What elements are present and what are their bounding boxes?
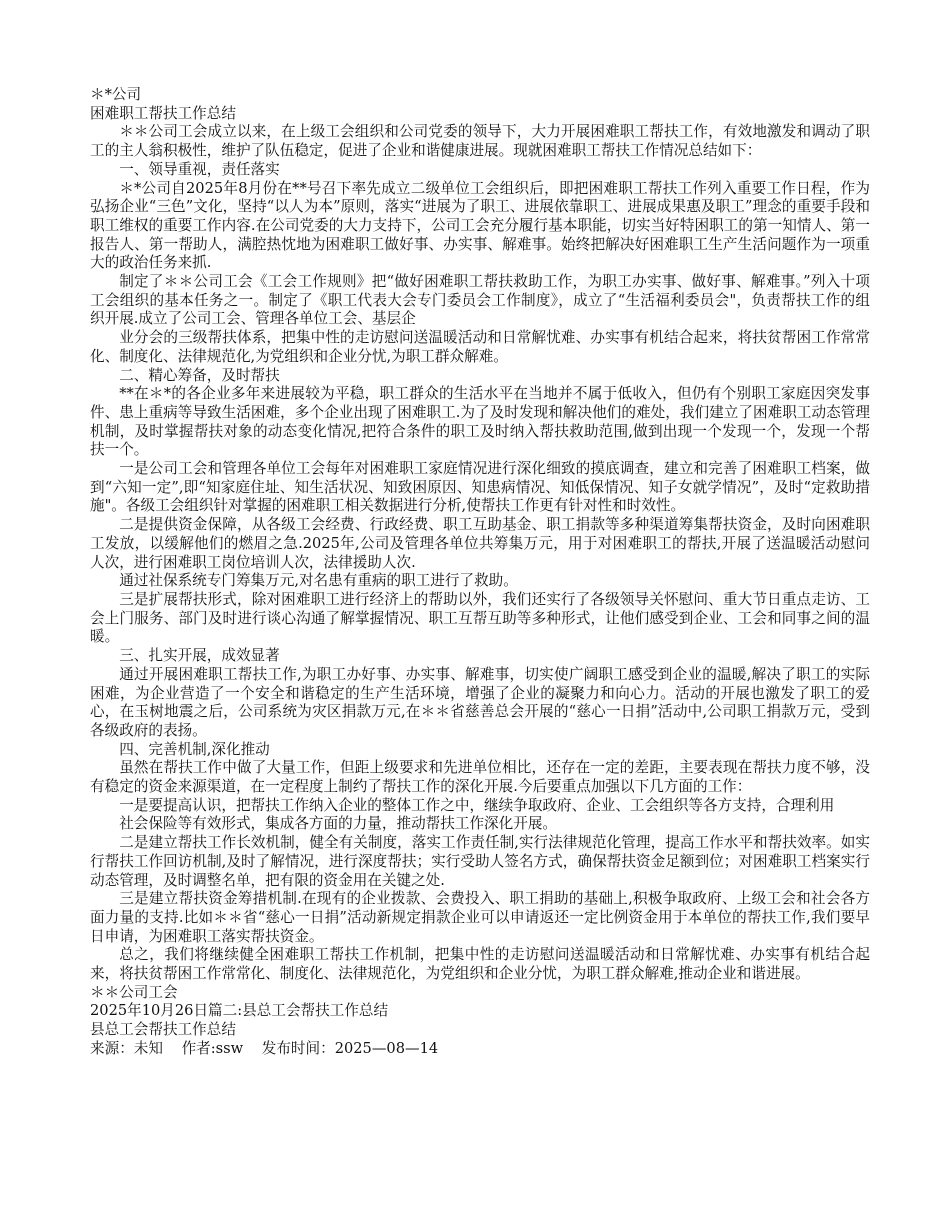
next-document-title: 县总工会帮扶工作总结 bbox=[90, 1021, 236, 1039]
section-heading-3: 三、扎实开展，成效显著 bbox=[119, 647, 280, 665]
paragraph: 通过社保系统专门筹集万元,对名患有重病的职工进行了救助。 bbox=[119, 572, 518, 590]
paragraph: 一是公司工会和管理各单位工会每年对困难职工家庭情况进行深化细致的摸底调查，建立和完善了困难职工档案，做到“六知一定”,即“知家庭住址、知生活状况、知致困原因、知患病情况、知低保情况、知子女就学情况”，及时“定救助措施"。各级工会组织针对掌握的困难职工相关数据进行分析,使帮扶工作更有针对性和时效性。 bbox=[90, 460, 870, 515]
paragraph: ＊*公司自2025年8月份在**号召下率先成立二级单位工会组织后，即把困难职工帮扶工作列入重要工作日程，作为弘扬企业“三色”文化，坚持“以人为本”原则，落实“进展为了职工、进展依靠职工、进展成果惠及职工”理念的重要手段和职工维权的重要工作内容.在公司党委的大力支持下，公司工会充分履行基本职能，切实当好特困职工的第一知情人、第一报告人、第一帮助人，满腔热忱地为困难职工做好事、办实事、解难事。始终把解决好困难职工生产生活问题作为一项重大的政治任务来抓. bbox=[90, 179, 870, 272]
document-title: 困难职工帮扶工作总结 bbox=[90, 104, 236, 122]
paragraph: **在＊*的各企业多年来进展较为平稳，职工群众的生活水平在当地并不属于低收入，但仍有个别职工家庭因突发事件、患上重病等导致生活困难，多个企业出现了困难职工.为了及时发现和解决他们的难处，我们建立了困难职工动态管理机制，及时掌握帮扶对象的动态变化情况,把符合条件的职工及时纳入帮扶救助范围,做到出现一个发现一个，发现一个帮扶一个。 bbox=[90, 385, 870, 459]
source-value: 未知 bbox=[133, 1039, 163, 1057]
section-heading-1: 一、领导重视，责任落实 bbox=[119, 160, 280, 178]
paragraph: 三是建立帮扶资金筹措机制.在现有的企业拨款、会费投入、职工捐助的基础上,积极争取政府、上级工会和社会各方面力量的支持.比如＊＊省“慈心一日捐”活动新规定捐款企业可以申请返还一定比例资金用于本单位的帮扶工作,我们要早日申请，为困难职工落实帮扶资金。 bbox=[90, 890, 870, 945]
document-body bbox=[90, 86, 870, 1059]
publish-time-value: 2025—08—14 bbox=[334, 1039, 439, 1057]
company-name: ＊*公司 bbox=[90, 86, 142, 103]
section-heading-2: 二、精心筹备，及时帮扶 bbox=[119, 366, 280, 384]
paragraph: 一是要提高认识，把帮扶工作纳入企业的整体工作之中，继续争取政府、企业、工会组织等各方支持，合理利用 bbox=[119, 796, 835, 814]
publish-time-label: 发布时间： bbox=[261, 1039, 335, 1057]
paragraph: 二是建立帮扶工作长效机制，健全有关制度，落实工作责任制,实行法律规范化管理，提高工作水平和帮扶效率。如实行帮扶工作回访机制,及时了解情况，进行深度帮扶；实行受助人签名方式，确保帮扶资金足额到位；对困难职工档案实行动态管理，及时调整名单，把有限的资金用在关键之处. bbox=[90, 834, 870, 889]
paragraph: 二是提供资金保障，从各级工会经费、行政经费、职工互助基金、职工捐款等多种渠道筹集帮扶资金，及时向困难职工发放，以缓解他们的燃眉之急.2025年,公司及管理各单位共筹集万元，用于对困难职工的帮扶,开展了送温暖活动慰问人次，进行困难职工岗位培训人次，法律援助人次. bbox=[90, 516, 870, 571]
signature: ＊＊公司工会 bbox=[90, 983, 178, 1001]
date-and-next-title: 2025年10月26日篇二:县总工会帮扶工作总结 bbox=[90, 1002, 389, 1020]
paragraph: 虽然在帮扶工作中做了大量工作，但距上级要求和先进单位相比，还存在一定的差距，主要表现在帮扶力度不够，没有稳定的资金来源渠道，在一定程度上制约了帮扶工作的深化开展.今后要重点加强以下几方面的工作： bbox=[90, 759, 870, 796]
paragraph: 三是扩展帮扶形式，除对困难职工进行经济上的帮助以外，我们还实行了各级领导关怀慰问、重大节日重点走访、工会上门服务、部门及时进行谈心沟通了解掌握情况、职工互帮互助等多种形式，让他们感受到企业、工会和同事之间的温暖。 bbox=[90, 590, 870, 646]
author-value: ssw bbox=[215, 1039, 244, 1057]
paragraph-conclusion: 总之，我们将继续健全困难职工帮扶工作机制，把集中性的走访慰问送温暖活动和日常解忧难、办实事有机结合起来，将扶贫帮困工作常常化、制度化、法律规范化，为党组织和企业分忧，为职工群众解难,推动企业和谐进展。 bbox=[90, 946, 870, 983]
article-meta bbox=[90, 1040, 870, 1059]
paragraph: 通过开展困难职工帮扶工作,为职工办好事、办实事、解难事，切实使广阔职工感受到企业的温暖,解决了职工的实际困难，为企业营造了一个安全和谐稳定的生产生活环境，增强了企业的凝聚力和向心力。活动的开展也激发了职工的爱心，在玉树地震之后，公司系统为灾区捐款万元,在＊＊省慈善总会开展的“慈心一日捐”活动中,公司职工捐款万元，受到各级政府的表扬。 bbox=[90, 665, 870, 739]
paragraph: 业分会的三级帮扶体系，把集中性的走访慰问送温暖活动和日常解忧难、办实事有机结合起来，将扶贫帮困工作常常化、制度化、法律规范化,为党组织和企业分忧,为职工群众解难。 bbox=[90, 329, 870, 365]
author-label: 作者: bbox=[181, 1039, 216, 1057]
paragraph: 社会保险等有效形式，集成各方面的力量，推动帮扶工作深化开展。 bbox=[119, 815, 558, 833]
paragraph: 制定了＊＊公司工会《工会工作规则》把“做好困难职工帮扶救助工作，为职工办实事、做好事、解难事。”列入十项工会组织的基本任务之一。制定了《职工代表大会专门委员会工作制度》，成立了“生活福利委员会"，负责帮扶工作的组织开展.成立了公司工会、管理各单位工会、基层企 bbox=[90, 273, 870, 328]
section-heading-4: 四、完善机制,深化推动 bbox=[119, 740, 270, 758]
source-label: 来源： bbox=[90, 1039, 134, 1057]
paragraph-intro: ＊＊公司工会成立以来，在上级工会组织和公司党委的领导下，大力开展困难职工帮扶工作，有效地激发和调动了职工的主人翁积极性，维护了队伍稳定，促进了企业和谐健康进展。现就困难职工帮扶工作情况总结如下： bbox=[90, 123, 870, 160]
